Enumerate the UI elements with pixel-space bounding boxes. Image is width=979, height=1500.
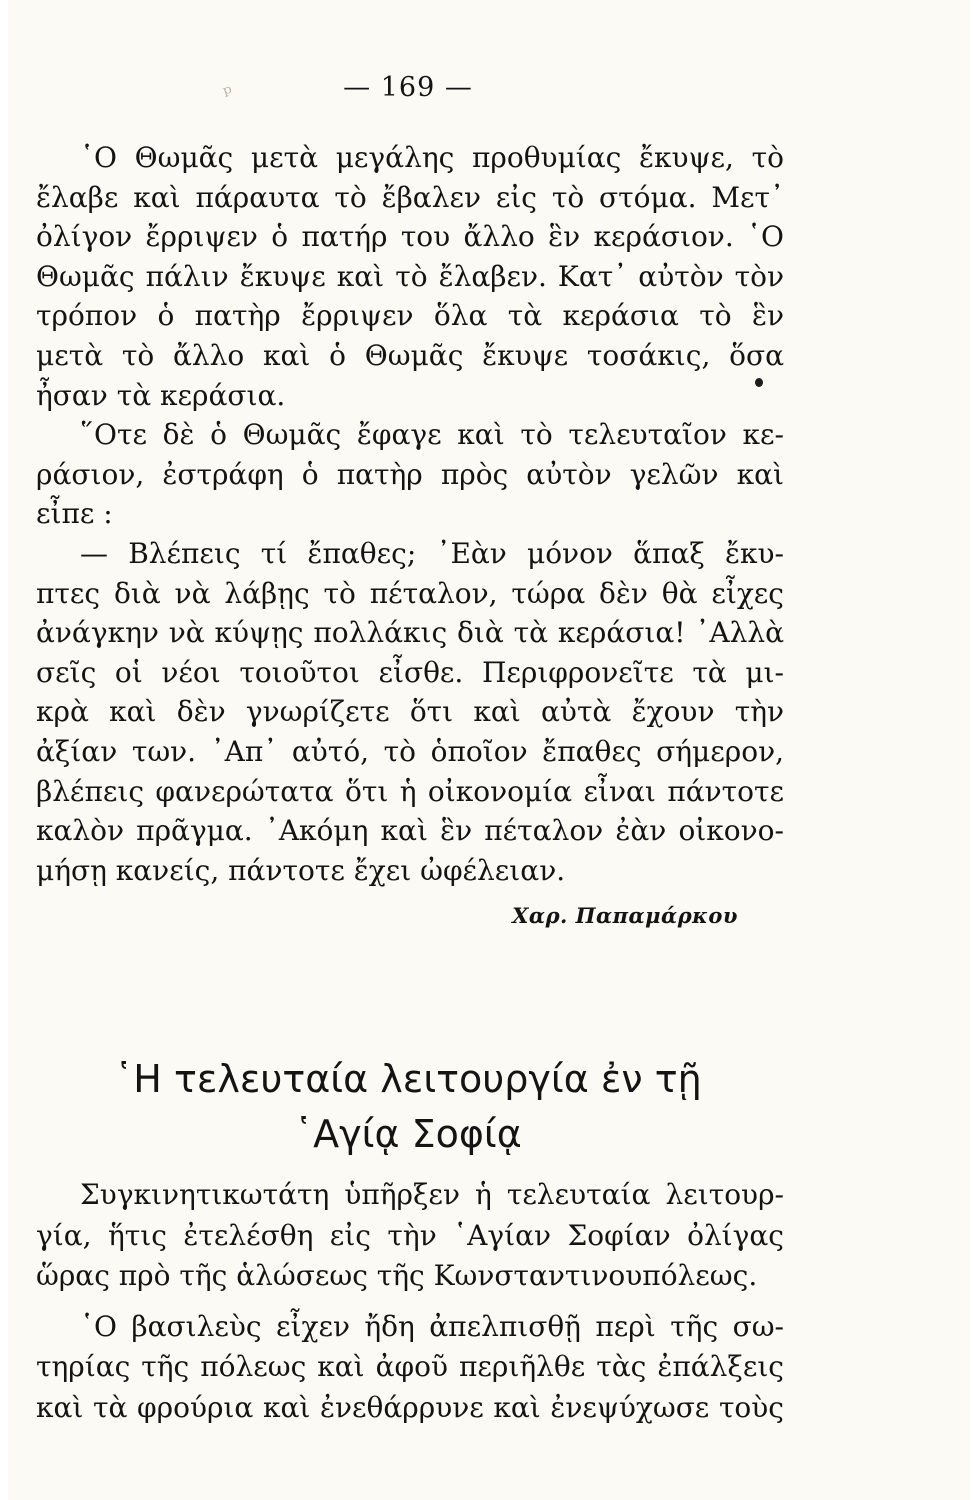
story-line: μετὰ τὸ ἄλλο καὶ ὁ Θωμᾶς ἔκυψε τοσάκις, ὅσα: [36, 339, 784, 372]
ink-speck: [755, 378, 763, 387]
article-line: καὶ τὰ φρούρια καὶ ἐνεθάρρυνε καὶ ἐνεψύχωσε τοὺς: [36, 1391, 784, 1424]
story-line: Θωμᾶς πάλιν ἔκυψε καὶ τὸ ἔλαβεν. Κατ᾿ αὐτὸν τὸν: [36, 259, 784, 293]
story-line: κρὰ καὶ δὲν γνωρίζετε ὅτι καὶ αὐτὰ ἔχουν τὴν: [36, 695, 784, 729]
story-line: — Βλέπεις τί ἔπαθες; ᾿Εὰν μόνον ἅπαξ ἔκυ-: [80, 537, 784, 570]
article-line: ὥρας πρὸ τῆς ἁλώσεως τῆς Κωνσταντινουπόλεως.: [36, 1259, 758, 1293]
story-line: τρόπον ὁ πατὴρ ἔρριψεν ὅλα τὰ κεράσια τὸ ἓν: [36, 299, 784, 333]
story-line: ἀξίαν των. ᾿Απ᾿ αὐτό, τὸ ὁποῖον ἔπαθες σήμερον,: [36, 735, 784, 768]
story-line: εἶπε :: [36, 497, 113, 531]
author-signature: Χαρ. Παπαμάρκου: [512, 903, 738, 928]
story-line: καλὸν πρᾶγμα. ᾿Ακόμη καὶ ἓν πέταλον ἐὰν οἰκονο-: [36, 814, 784, 848]
heading-line: ῾Αγίᾳ Σοφίᾳ: [294, 1112, 522, 1156]
story-line: ράσιον, ἐστράφη ὁ πατὴρ πρὸς αὐτὸν γελῶν καὶ: [36, 457, 784, 491]
story-line: πτες διὰ νὰ λάβῃς τὸ πέταλον, τώρα δὲν θὰ εἶχες: [36, 576, 784, 610]
story-line: μήσῃ κανείς, πάντοτε ἔχει ὠφέλειαν.: [36, 853, 566, 887]
article-line: γία, ἥτις ἐτελέσθη εἰς τὴν ῾Αγίαν Σοφίαν ὀλίγας: [36, 1218, 784, 1252]
story-line: σεῖς οἱ νέοι τοιοῦτοι εἶσθε. Περιφρονεῖτε τὰ μι-: [36, 655, 784, 689]
story-line: ῾Ο Θωμᾶς μετὰ μεγάλης προθυμίας ἔκυψε, τὸ: [80, 141, 784, 174]
stain-mark: ᵖ: [220, 80, 237, 108]
article-line: τηρίας τῆς πόλεως καὶ ἀφοῦ περιῆλθε τὰς ἐπάλξεις: [36, 1350, 784, 1384]
page-number: — 169 —: [343, 72, 473, 103]
story-line: βλέπεις φανερώτατα ὅτι ἡ οἰκονομία εἶναι πάντοτε: [36, 774, 784, 808]
story-line: ῞Οτε δὲ ὁ Θωμᾶς ἔφαγε καὶ τὸ τελευταῖον κε-: [80, 418, 784, 452]
story-line: ὀλίγον ἔρριψεν ὁ πατήρ του ἄλλο ἓν κεράσιον. ῾Ο: [36, 220, 784, 254]
book-page: [8, 0, 970, 1500]
article-line: ῾Ο βασιλεὺς εἶχεν ἤδη ἀπελπισθῇ περὶ τῆς σω-: [80, 1309, 784, 1343]
heading-line: ῾Η τελευταία λειτουργία ἐν τῇ: [114, 1057, 702, 1101]
story-line: ἦσαν τὰ κεράσια.: [36, 378, 286, 412]
story-line: ἀνάγκην νὰ κύψῃς πολλάκις διὰ τὰ κεράσια! ᾿Αλλὰ: [36, 616, 784, 650]
story-line: ἔλαβε καὶ πάραυτα τὸ ἔβαλεν εἰς τὸ στόμα. Μετ᾿: [36, 180, 784, 214]
article-line: Συγκινητικωτάτη ὑπῆρξεν ἡ τελευταία λειτουρ-: [80, 1178, 784, 1211]
